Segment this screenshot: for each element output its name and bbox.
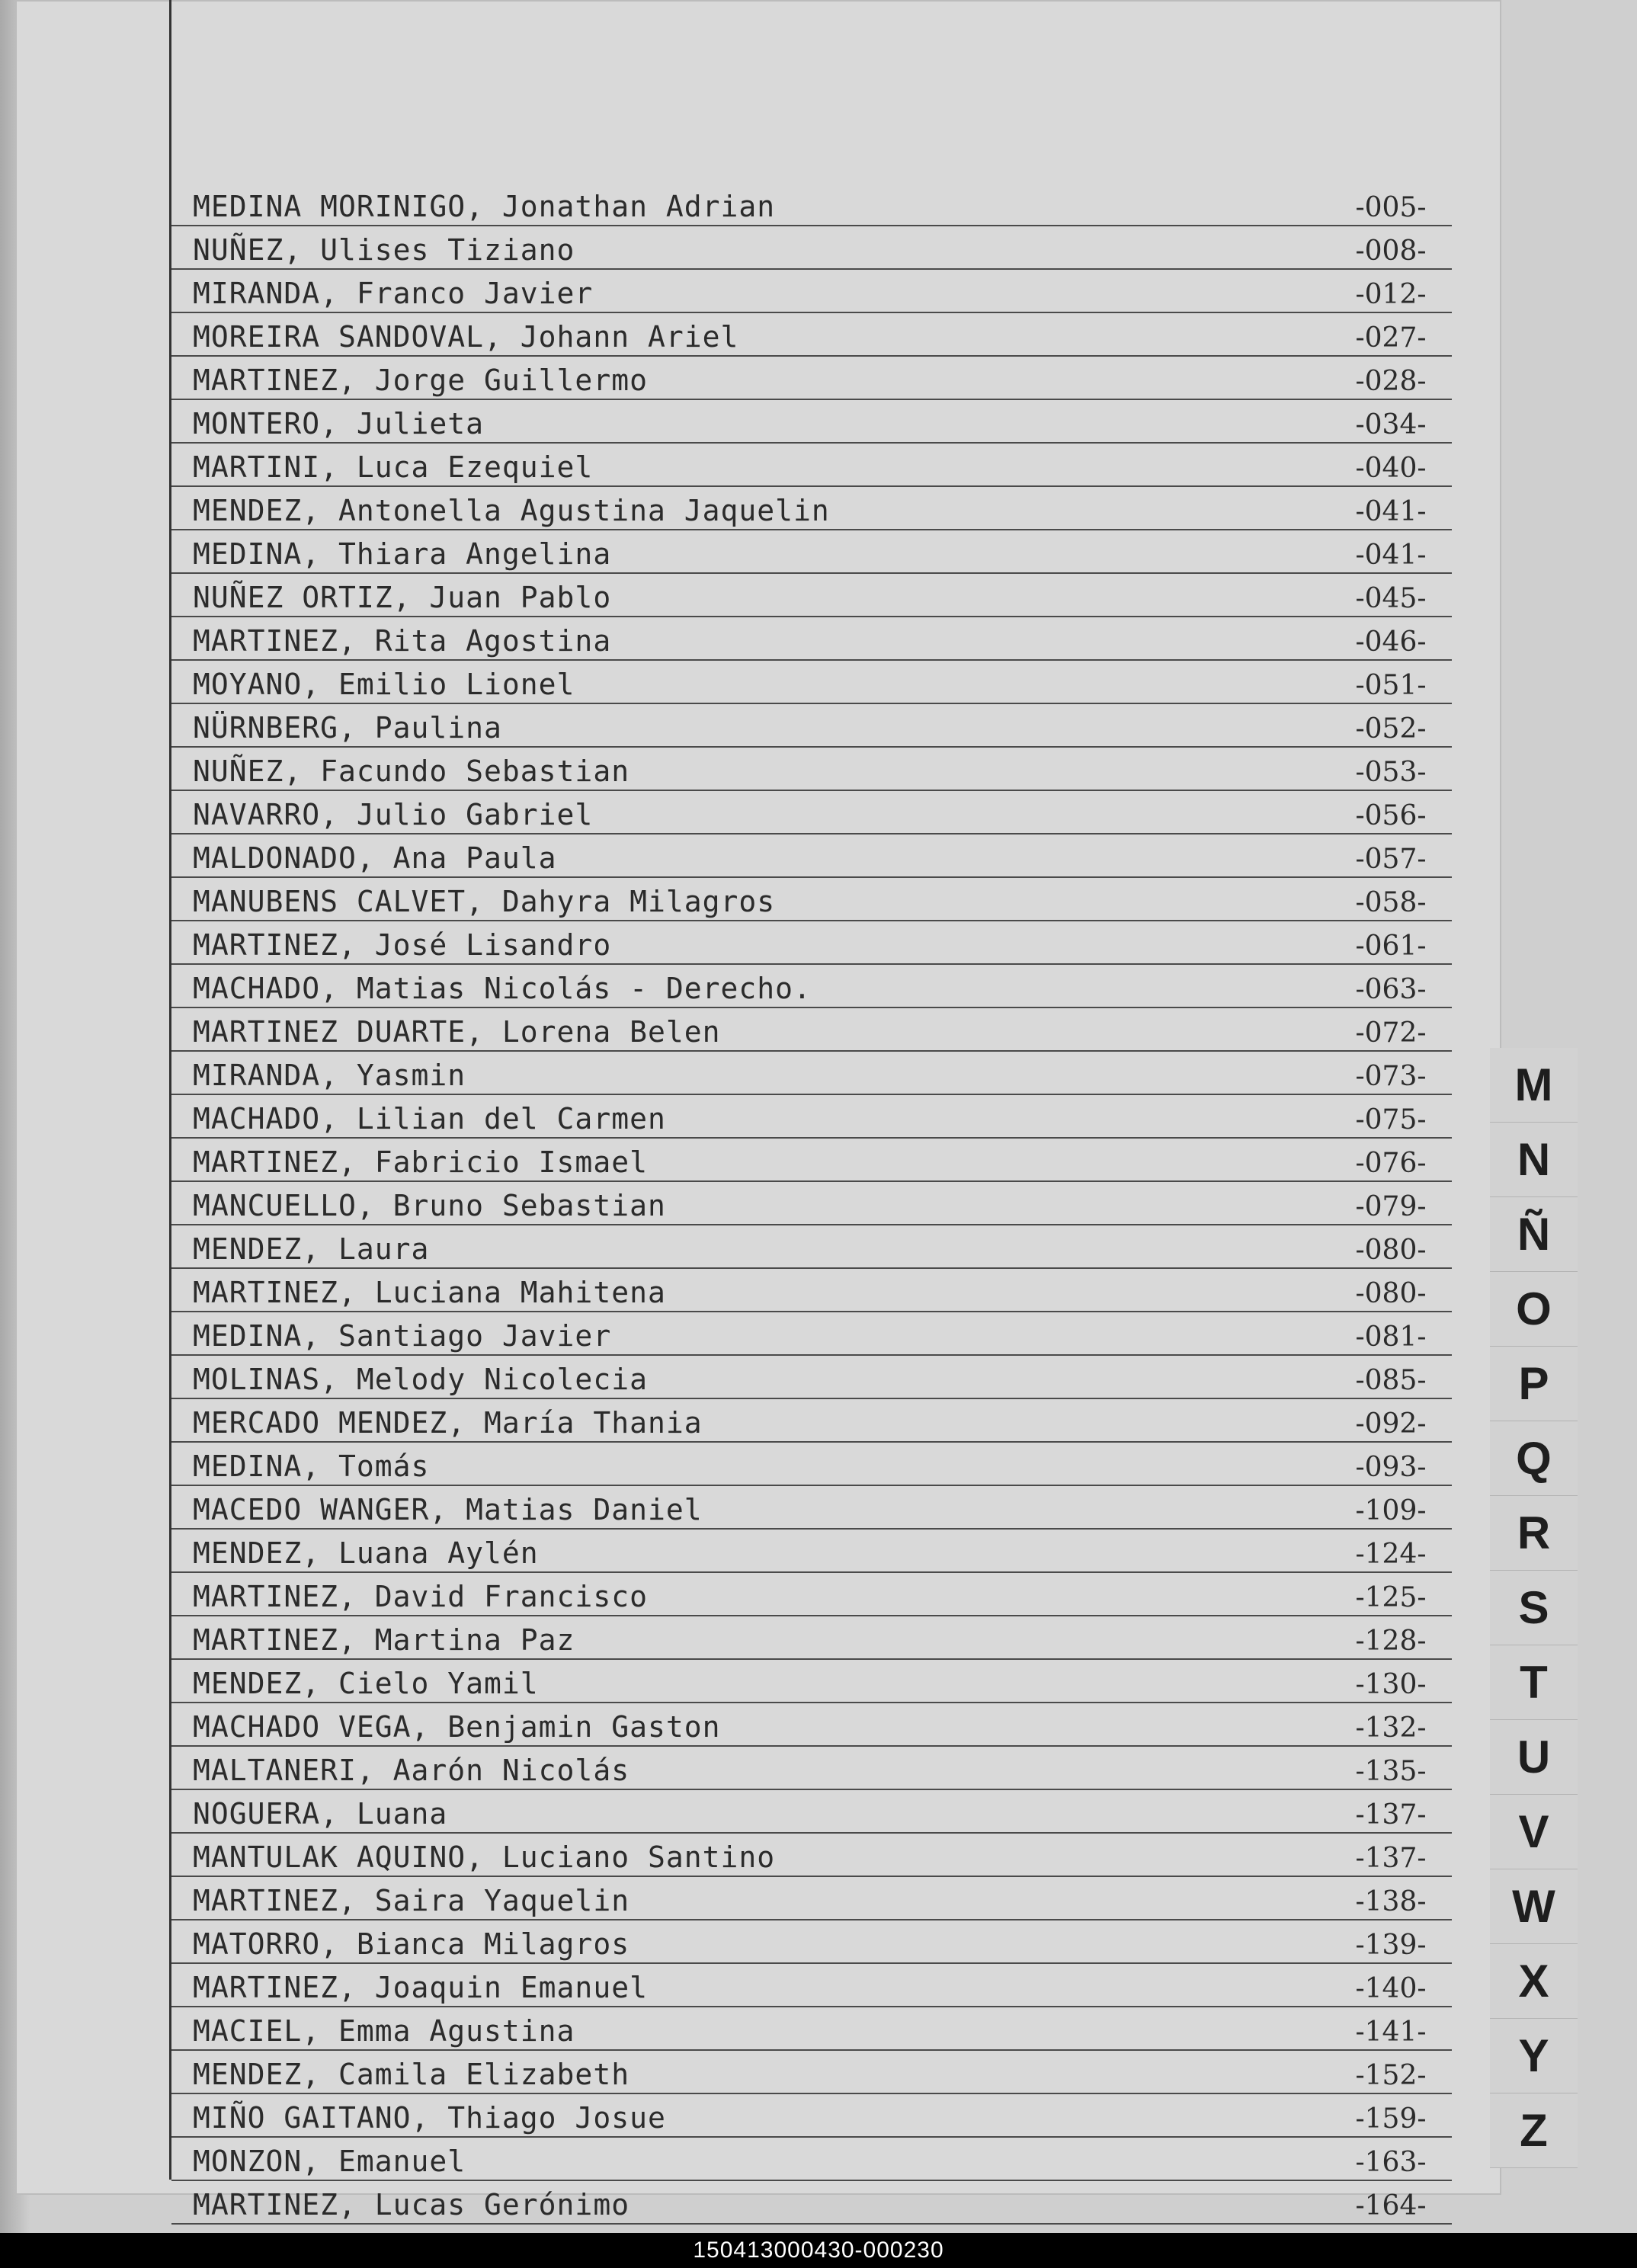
index-tab-6[interactable]: R [1490,1496,1578,1571]
entry-name: MARTINEZ, Joaquin Emanuel [193,1971,648,2004]
entry-number: -045- [1355,583,1427,614]
entry-number: -052- [1355,713,1427,745]
entry-row [171,1573,1452,1616]
entry-name: MACHADO VEGA, Benjamin Gaston [193,1710,721,1744]
entry-row [171,226,1452,270]
entry-row [171,444,1452,487]
entry-row [171,2007,1452,2051]
entry-name: MOYANO, Emilio Lionel [193,668,575,701]
entry-number: -076- [1355,1148,1427,1179]
entry-name: MERCADO MENDEZ, María Thania [193,1406,703,1440]
entry-name: MOREIRA SANDOVAL, Johann Ariel [193,320,739,354]
entry-name: MARTINEZ, Rita Agostina [193,624,612,658]
entry-number: -079- [1355,1191,1427,1222]
entry-number: -072- [1355,1017,1427,1049]
entry-name: MALTANERI, Aarón Nicolás [193,1754,630,1787]
entry-number: -124- [1355,1539,1427,1570]
entry-number: -027- [1355,322,1427,354]
entry-number: -130- [1355,1669,1427,1700]
entry-list [171,183,1452,2225]
entry-row [171,1139,1452,1182]
entry-row [171,661,1452,704]
entry-number: -141- [1355,2017,1427,2048]
entry-row [171,1964,1452,2007]
entry-number: -080- [1355,1235,1427,1266]
entry-number: -053- [1355,757,1427,788]
entry-row [171,704,1452,748]
entry-row [171,1008,1452,1052]
entry-name: MARTINEZ, Jorge Guillermo [193,364,648,397]
entry-name: MARTINEZ, Lucas Gerónimo [193,2188,630,2222]
entry-name: MACHADO, Lilian del Carmen [193,1102,666,1136]
index-tab-8[interactable]: T [1490,1645,1578,1720]
entry-row [171,834,1452,878]
entry-row [171,2094,1452,2138]
entry-number: -051- [1355,670,1427,701]
entry-row [171,1747,1452,1790]
entry-number: -008- [1355,235,1427,267]
index-tab-11[interactable]: W [1490,1869,1578,1944]
index-tab-4[interactable]: P [1490,1347,1578,1421]
entry-number: -081- [1355,1321,1427,1353]
entry-row [171,1095,1452,1139]
entry-row [171,878,1452,921]
entry-number: -092- [1355,1408,1427,1440]
entry-name: MARTINEZ, Luciana Mahitena [193,1276,666,1309]
entry-name: MANUBENS CALVET, Dahyra Milagros [193,885,776,918]
entry-name: MENDEZ, Antonella Agustina Jaquelin [193,494,830,527]
entry-row [171,1182,1452,1225]
entry-number: -138- [1355,1886,1427,1917]
entry-row [171,791,1452,834]
entry-row [171,1486,1452,1530]
entry-number: -164- [1355,2190,1427,2222]
entry-number: -140- [1355,1973,1427,2004]
entry-name: MEDINA MORINIGO, Jonathan Adrian [193,190,776,223]
entry-row [171,313,1452,357]
entry-number: -057- [1355,844,1427,875]
index-tab-0[interactable]: M [1490,1048,1578,1123]
entry-number: -125- [1355,1582,1427,1613]
entry-name: NAVARRO, Julio Gabriel [193,798,594,831]
scan-id-footer: 150413000430-000230 [0,2233,1637,2268]
entry-row [171,1530,1452,1573]
entry-name: MIRANDA, Franco Javier [193,277,594,310]
entry-name: MARTINEZ, David Francisco [193,1580,648,1613]
entry-name: MENDEZ, Luana Aylén [193,1536,539,1570]
entry-number: -058- [1355,887,1427,918]
entry-row [171,1269,1452,1312]
entry-number: -056- [1355,800,1427,831]
entry-number: -063- [1355,974,1427,1005]
entry-number: -075- [1355,1104,1427,1136]
entry-number: -034- [1355,409,1427,440]
entry-name: MEDINA, Thiara Angelina [193,537,612,571]
entry-number: -152- [1355,2060,1427,2091]
entry-row [171,357,1452,400]
entry-number: -132- [1355,1712,1427,1744]
entry-row [171,2051,1452,2094]
entry-number: -085- [1355,1365,1427,1396]
entry-row [171,1312,1452,1356]
entry-row [171,183,1452,226]
entry-name: MIÑO GAITANO, Thiago Josue [193,2101,666,2135]
entry-row [171,965,1452,1008]
entry-number: -040- [1355,453,1427,484]
index-tab-14[interactable]: Z [1490,2093,1578,2168]
index-tab-10[interactable]: V [1490,1795,1578,1869]
entry-name: MONZON, Emanuel [193,2145,466,2178]
entry-name: MIRANDA, Yasmin [193,1059,466,1092]
entry-row [171,270,1452,313]
entry-name: MONTERO, Julieta [193,407,485,440]
entry-name: NUÑEZ, Ulises Tiziano [193,233,575,267]
entry-name: MARTINEZ DUARTE, Lorena Belen [193,1015,721,1049]
entry-name: MEDINA, Santiago Javier [193,1319,612,1353]
entry-number: -028- [1355,366,1427,397]
index-tab-5[interactable]: Q [1490,1421,1578,1496]
entry-name: MARTINEZ, Saira Yaquelin [193,1884,630,1917]
entry-number: -005- [1355,192,1427,223]
index-tab-12[interactable]: X [1490,1944,1578,2019]
entry-row [171,1443,1452,1486]
entry-name: MACEDO WANGER, Matias Daniel [193,1493,703,1526]
index-tab-9[interactable]: U [1490,1720,1578,1795]
entry-name: MARTINI, Luca Ezequiel [193,450,594,484]
entry-number: -061- [1355,931,1427,962]
entry-row [171,2181,1452,2225]
index-tab-13[interactable]: Y [1490,2019,1578,2093]
entry-name: NOGUERA, Luana [193,1797,448,1831]
entry-number: -139- [1355,1930,1427,1961]
entry-row [171,1052,1452,1095]
entry-name: MALDONADO, Ana Paula [193,841,557,875]
entry-row [171,1834,1452,1877]
entry-row [171,487,1452,530]
entry-number: -128- [1355,1626,1427,1657]
entry-number: -093- [1355,1452,1427,1483]
entry-number: -073- [1355,1061,1427,1092]
entry-name: MARTINEZ, Martina Paz [193,1623,575,1657]
entry-row [171,1877,1452,1920]
entry-row [171,748,1452,791]
entry-name: MANCUELLO, Bruno Sebastian [193,1189,666,1222]
entry-row [171,574,1452,617]
entry-row [171,2138,1452,2181]
entry-name: MENDEZ, Cielo Yamil [193,1667,539,1700]
entry-name: MENDEZ, Laura [193,1232,430,1266]
entry-name: NUÑEZ ORTIZ, Juan Pablo [193,581,612,614]
entry-number: -109- [1355,1495,1427,1526]
entry-number: -137- [1355,1799,1427,1831]
entry-number: -163- [1355,2147,1427,2178]
entry-name: NÜRNBERG, Paulina [193,711,502,745]
index-tab-7[interactable]: S [1490,1571,1578,1645]
entry-name: MENDEZ, Camila Elizabeth [193,2058,630,2091]
index-tab-1[interactable]: N [1490,1123,1578,1197]
entry-number: -046- [1355,626,1427,658]
entry-name: NUÑEZ, Facundo Sebastian [193,754,630,788]
entry-name: MARTINEZ, José Lisandro [193,928,612,962]
entry-row [171,1660,1452,1703]
entry-name: MACHADO, Matias Nicolás - Derecho. [193,972,812,1005]
entry-row [171,1356,1452,1399]
index-tab-2[interactable]: Ñ [1490,1197,1578,1272]
entry-row [171,1399,1452,1443]
entry-number: -041- [1355,496,1427,527]
entry-row [171,1790,1452,1834]
entry-number: -137- [1355,1843,1427,1874]
entry-number: -041- [1355,540,1427,571]
entry-row [171,1703,1452,1747]
entry-row [171,1920,1452,1964]
entry-row [171,1616,1452,1660]
index-tab-3[interactable]: O [1490,1272,1578,1347]
alphabet-index-tabs [1490,1048,1578,2168]
entry-name: MEDINA, Tomás [193,1450,430,1483]
entry-row [171,921,1452,965]
entry-name: MATORRO, Bianca Milagros [193,1927,630,1961]
entry-number: -159- [1355,2103,1427,2135]
entry-name: MARTINEZ, Fabricio Ismael [193,1145,648,1179]
entry-row [171,400,1452,444]
entry-row [171,1225,1452,1269]
entry-number: -012- [1355,279,1427,310]
entry-name: MACIEL, Emma Agustina [193,2014,575,2048]
entry-name: MANTULAK AQUINO, Luciano Santino [193,1840,776,1874]
entry-row [171,530,1452,574]
entry-number: -080- [1355,1278,1427,1309]
entry-row [171,617,1452,661]
entry-name: MOLINAS, Melody Nicolecia [193,1363,648,1396]
entry-number: -135- [1355,1756,1427,1787]
